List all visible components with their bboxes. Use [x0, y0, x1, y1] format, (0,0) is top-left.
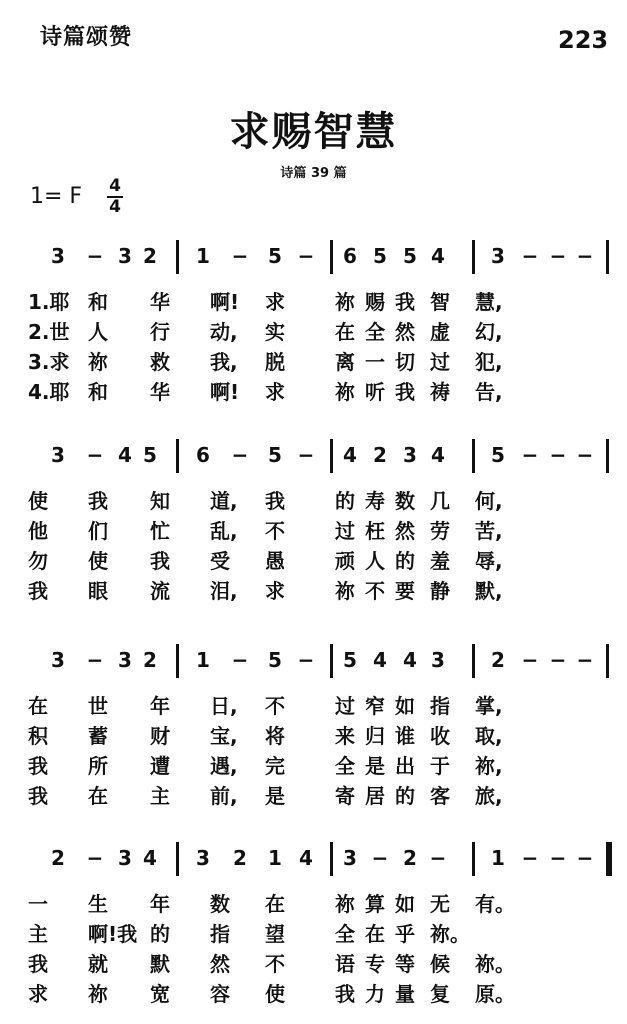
lyric-syllable: 他 — [28, 519, 48, 543]
barline — [606, 439, 609, 473]
dash: − — [231, 244, 249, 268]
lyric-syllable: 如 — [395, 694, 415, 718]
lyric-syllable: 寿 — [365, 489, 385, 513]
lyric-syllable: 流 — [150, 579, 170, 603]
lyric-syllable: 宽 — [150, 982, 170, 1006]
hymn-subtitle: 诗篇 39 篇 — [280, 166, 347, 181]
lyric-syllable: 积 — [28, 724, 48, 748]
dash: − — [576, 846, 594, 870]
hymn-title: 求赐智慧 — [229, 109, 398, 155]
lyric-syllable: 语 — [335, 952, 355, 976]
lyric-syllable: 主 — [150, 784, 170, 808]
dash: − — [576, 648, 594, 672]
lyric-syllable: 求 — [265, 380, 285, 404]
lyric-syllable: 如 — [395, 892, 415, 916]
note: 3 — [431, 648, 445, 672]
lyric-syllable: 听 — [365, 380, 385, 404]
lyric-syllable: 愚 — [265, 549, 285, 573]
note: 5 — [143, 443, 157, 467]
lyric-syllable: 虚 — [430, 320, 450, 344]
dash: − — [86, 648, 104, 672]
dash: − — [429, 846, 447, 870]
lyric-syllable: 主 — [28, 922, 48, 946]
barline — [472, 240, 475, 274]
lyric-syllable: 使 — [28, 489, 48, 513]
lyric-syllable: 赐 — [365, 290, 385, 314]
lyric-syllable: 勿 — [28, 549, 48, 573]
lyric-syllable: 羞 — [430, 549, 450, 573]
lyric-syllable: 华 — [150, 290, 170, 314]
note: 1 — [491, 846, 505, 870]
lyric-syllable: 容 — [210, 982, 230, 1006]
lyric-line — [0, 316, 627, 346]
note: 1 — [268, 846, 282, 870]
lyric-syllable: 指 — [430, 694, 450, 718]
note: 2 — [143, 648, 157, 672]
lyric-syllable: 祢 — [335, 892, 355, 916]
note: 1 — [196, 244, 210, 268]
note: 5 — [268, 443, 282, 467]
dash: − — [521, 648, 539, 672]
dash: − — [521, 443, 539, 467]
dash: − — [576, 244, 594, 268]
lyric-syllable: 不 — [265, 952, 285, 976]
lyric-syllable: 遇, — [210, 754, 238, 778]
note: 3 — [118, 648, 132, 672]
note: 5 — [268, 648, 282, 672]
lyric-syllable: 使 — [265, 982, 285, 1006]
lyric-line — [0, 948, 627, 978]
lyric-syllable: 蓄 — [88, 724, 108, 748]
lyric-line — [0, 918, 627, 948]
lyric-syllable: 劳 — [430, 519, 450, 543]
lyric-syllable: 不 — [265, 519, 285, 543]
note: 5 — [491, 443, 505, 467]
dash: − — [86, 244, 104, 268]
lyric-line — [0, 780, 627, 810]
lyric-syllable: 的 — [335, 489, 355, 513]
lyric-line — [0, 575, 627, 605]
lyric-syllable: 1.耶 — [28, 290, 70, 314]
lyric-syllable: 乱, — [210, 519, 238, 543]
lyric-syllable: 然 — [395, 320, 415, 344]
dash: − — [297, 443, 315, 467]
lyric-syllable: 我 — [28, 754, 48, 778]
dash: − — [297, 648, 315, 672]
lyric-syllable: 的 — [150, 922, 170, 946]
dash: − — [521, 846, 539, 870]
lyric-syllable: 我, — [210, 350, 238, 374]
lyric-syllable: 日, — [210, 694, 238, 718]
lyric-syllable: 全 — [335, 754, 355, 778]
lyric-syllable: 财 — [150, 724, 170, 748]
lyric-syllable: 在 — [88, 784, 108, 808]
lyric-syllable: 是 — [365, 754, 385, 778]
lyric-syllable: 动, — [210, 320, 238, 344]
lyric-syllable: 就 — [88, 952, 108, 976]
lyric-syllable: 祢 — [335, 579, 355, 603]
barline — [472, 842, 475, 876]
lyric-syllable: 顽 — [335, 549, 355, 573]
lyric-syllable: 啊!我 — [88, 922, 138, 946]
note: 3 — [196, 846, 210, 870]
lyric-syllable: 祢 — [335, 290, 355, 314]
time-signature-top: 4 — [109, 176, 121, 196]
lyric-syllable: 过 — [335, 694, 355, 718]
lyric-syllable: 专 — [365, 952, 385, 976]
note: 6 — [196, 443, 210, 467]
lyric-syllable: 祢, — [475, 754, 503, 778]
barline — [176, 240, 179, 274]
lyric-syllable: 我 — [150, 549, 170, 573]
book-title: 诗篇颂赞 — [40, 25, 133, 50]
barline — [606, 240, 609, 274]
note: 3 — [51, 244, 65, 268]
lyric-syllable: 苦, — [475, 519, 503, 543]
lyric-syllable: 所 — [88, 754, 108, 778]
lyric-syllable: 在 — [335, 320, 355, 344]
lyric-syllable: 前, — [210, 784, 238, 808]
lyric-syllable: 然 — [210, 952, 230, 976]
lyric-syllable: 复 — [430, 982, 450, 1006]
barline — [330, 842, 333, 876]
note: 3 — [118, 846, 132, 870]
lyric-syllable: 默, — [475, 579, 503, 603]
lyric-syllable: 的 — [395, 784, 415, 808]
notes-row — [0, 846, 627, 880]
lyric-syllable: 实 — [265, 320, 285, 344]
lyric-syllable: 是 — [265, 784, 285, 808]
lyric-syllable: 何, — [475, 489, 503, 513]
lyric-syllable: 遭 — [150, 754, 170, 778]
note: 5 — [268, 244, 282, 268]
lyric-line — [0, 545, 627, 575]
note: 2 — [143, 244, 157, 268]
lyric-syllable: 行 — [150, 320, 170, 344]
lyric-syllable: 受 — [210, 549, 230, 573]
lyric-syllable: 寄 — [335, 784, 355, 808]
lyric-syllable: 归 — [365, 724, 385, 748]
lyric-line — [0, 750, 627, 780]
lyric-syllable: 求 — [265, 290, 285, 314]
lyric-syllable: 等 — [395, 952, 415, 976]
lyric-line — [0, 720, 627, 750]
dash: − — [297, 244, 315, 268]
lyric-syllable: 候 — [430, 952, 450, 976]
lyric-syllable: 我 — [28, 784, 48, 808]
note: 6 — [343, 244, 357, 268]
note: 4 — [431, 244, 445, 268]
lyric-syllable: 慧, — [475, 290, 503, 314]
lyric-syllable: 的 — [395, 549, 415, 573]
lyric-syllable: 使 — [88, 549, 108, 573]
lyric-syllable: 啊! — [210, 380, 240, 404]
note: 3 — [118, 244, 132, 268]
note: 4 — [343, 443, 357, 467]
lyric-syllable: 祢。 — [430, 922, 470, 946]
lyric-syllable: 幻, — [475, 320, 503, 344]
lyric-syllable: 人 — [365, 549, 385, 573]
lyric-syllable: 枉 — [365, 519, 385, 543]
lyric-syllable: 全 — [365, 320, 385, 344]
note: 3 — [51, 443, 65, 467]
note: 5 — [373, 244, 387, 268]
lyric-syllable: 数 — [395, 489, 415, 513]
lyric-syllable: 过 — [335, 519, 355, 543]
note: 4 — [118, 443, 132, 467]
note: 4 — [373, 648, 387, 672]
lyric-syllable: 生 — [88, 892, 108, 916]
lyric-line — [0, 515, 627, 545]
lyric-syllable: 宝, — [210, 724, 238, 748]
lyric-syllable: 有。 — [475, 892, 515, 916]
lyric-syllable: 犯, — [475, 350, 503, 374]
lyric-syllable: 全 — [335, 922, 355, 946]
lyric-syllable: 我 — [88, 489, 108, 513]
note: 2 — [373, 443, 387, 467]
barline — [176, 644, 179, 678]
lyric-syllable: 道, — [210, 489, 238, 513]
time-signature-bottom: 4 — [109, 197, 121, 217]
lyric-syllable: 要 — [395, 579, 415, 603]
lyric-syllable: 数 — [210, 892, 230, 916]
lyric-syllable: 指 — [210, 922, 230, 946]
lyric-syllable: 过 — [430, 350, 450, 374]
lyric-syllable: 啊! — [210, 290, 240, 314]
lyric-syllable: 2.世 — [28, 320, 70, 344]
lyric-syllable: 知 — [150, 489, 170, 513]
lyric-syllable: 求 — [265, 579, 285, 603]
dash: − — [371, 846, 389, 870]
note: 3 — [51, 648, 65, 672]
note: 5 — [343, 648, 357, 672]
lyric-syllable: 年 — [150, 892, 170, 916]
lyric-syllable: 祷 — [430, 380, 450, 404]
note: 2 — [403, 846, 417, 870]
lyric-syllable: 默 — [150, 952, 170, 976]
lyric-syllable: 祢 — [88, 350, 108, 374]
lyric-line — [0, 485, 627, 515]
lyric-syllable: 脱 — [265, 350, 285, 374]
lyric-syllable: 我 — [395, 380, 415, 404]
note: 4 — [403, 648, 417, 672]
key-signature: 1= F — [30, 184, 83, 209]
lyric-syllable: 不 — [265, 694, 285, 718]
lyric-syllable: 无 — [430, 892, 450, 916]
notes-row — [0, 443, 627, 477]
lyric-syllable: 我 — [28, 579, 48, 603]
lyric-syllable: 来 — [335, 724, 355, 748]
lyric-syllable: 一 — [365, 350, 385, 374]
lyric-syllable: 年 — [150, 694, 170, 718]
lyric-syllable: 窄 — [365, 694, 385, 718]
lyric-syllable: 4.耶 — [28, 380, 70, 404]
lyric-syllable: 忙 — [150, 519, 170, 543]
lyric-syllable: 完 — [265, 754, 285, 778]
barline — [330, 439, 333, 473]
note: 3 — [343, 846, 357, 870]
lyric-syllable: 将 — [265, 724, 285, 748]
lyric-syllable: 取, — [475, 724, 503, 748]
dash: − — [549, 244, 567, 268]
lyric-syllable: 祢 — [88, 982, 108, 1006]
dash: − — [549, 443, 567, 467]
lyric-syllable: 旅, — [475, 784, 503, 808]
note: 2 — [51, 846, 65, 870]
lyric-syllable: 我 — [28, 952, 48, 976]
dash: − — [549, 846, 567, 870]
dash: − — [86, 846, 104, 870]
note: 4 — [299, 846, 313, 870]
lyric-line — [0, 888, 627, 918]
lyric-syllable: 客 — [430, 784, 450, 808]
lyric-syllable: 静 — [430, 579, 450, 603]
lyric-line — [0, 690, 627, 720]
lyric-syllable: 华 — [150, 380, 170, 404]
lyric-syllable: 智 — [430, 290, 450, 314]
dash: − — [576, 443, 594, 467]
note: 2 — [233, 846, 247, 870]
lyric-line — [0, 978, 627, 1008]
lyric-syllable: 不 — [365, 579, 385, 603]
lyric-syllable: 收 — [430, 724, 450, 748]
lyric-syllable: 离 — [335, 350, 355, 374]
lyric-syllable: 掌, — [475, 694, 503, 718]
lyric-syllable: 在 — [365, 922, 385, 946]
barline — [330, 240, 333, 274]
barline — [472, 439, 475, 473]
lyric-syllable: 泪, — [210, 579, 238, 603]
lyric-syllable: 和 — [88, 290, 108, 314]
lyric-syllable: 3.求 — [28, 350, 70, 374]
barline — [330, 644, 333, 678]
lyric-syllable: 我 — [335, 982, 355, 1006]
lyric-syllable: 原。 — [475, 982, 515, 1006]
barline — [176, 842, 179, 876]
dash: − — [231, 648, 249, 672]
barline — [472, 644, 475, 678]
note: 2 — [491, 648, 505, 672]
lyric-line — [0, 376, 627, 406]
lyric-line — [0, 346, 627, 376]
lyric-syllable: 一 — [28, 892, 48, 916]
lyric-syllable: 眼 — [88, 579, 108, 603]
lyric-syllable: 居 — [365, 784, 385, 808]
lyric-syllable: 和 — [88, 380, 108, 404]
lyric-syllable: 力 — [365, 982, 385, 1006]
lyric-syllable: 几 — [430, 489, 450, 513]
note: 4 — [143, 846, 157, 870]
notes-row — [0, 648, 627, 682]
lyric-syllable: 救 — [150, 350, 170, 374]
lyric-line — [0, 286, 627, 316]
lyric-syllable: 出 — [395, 754, 415, 778]
lyric-syllable: 乎 — [395, 922, 415, 946]
lyric-syllable: 辱, — [475, 549, 503, 573]
lyric-syllable: 我 — [395, 290, 415, 314]
final-barline — [606, 842, 612, 876]
note: 5 — [403, 244, 417, 268]
dash: − — [231, 443, 249, 467]
lyric-syllable: 切 — [395, 350, 415, 374]
dash: − — [86, 443, 104, 467]
lyric-syllable: 然 — [395, 519, 415, 543]
note: 4 — [431, 443, 445, 467]
lyric-syllable: 们 — [88, 519, 108, 543]
notes-row — [0, 244, 627, 278]
dash: − — [521, 244, 539, 268]
barline — [176, 439, 179, 473]
lyric-syllable: 祢。 — [475, 952, 515, 976]
lyric-syllable: 求 — [28, 982, 48, 1006]
lyric-syllable: 在 — [28, 694, 48, 718]
lyric-syllable: 谁 — [395, 724, 415, 748]
lyric-syllable: 算 — [365, 892, 385, 916]
lyric-syllable: 祢 — [335, 380, 355, 404]
lyric-syllable: 量 — [395, 982, 415, 1006]
lyric-syllable: 在 — [265, 892, 285, 916]
dash: − — [549, 648, 567, 672]
note: 3 — [403, 443, 417, 467]
time-signature — [104, 178, 126, 216]
page-number: 223 — [558, 26, 609, 54]
lyric-syllable: 望 — [265, 922, 285, 946]
note: 3 — [491, 244, 505, 268]
lyric-syllable: 人 — [88, 320, 108, 344]
lyric-syllable: 于 — [430, 754, 450, 778]
lyric-syllable: 我 — [265, 489, 285, 513]
lyric-syllable: 世 — [88, 694, 108, 718]
barline — [606, 644, 609, 678]
note: 1 — [196, 648, 210, 672]
lyric-syllable: 告, — [475, 380, 503, 404]
